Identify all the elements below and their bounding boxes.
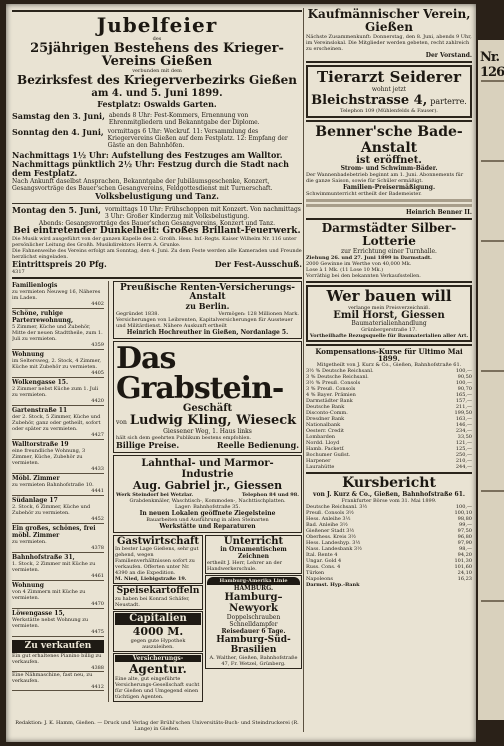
classified-ad <box>12 440 104 474</box>
table-cell-value: 100,— <box>455 368 472 374</box>
kursbericht-title: Kursbericht <box>342 475 436 491</box>
rule <box>12 10 302 12</box>
sunday-label: Sonntag den 4. Juni, <box>12 127 104 137</box>
capitalien-amount: 4000 M. <box>132 625 184 638</box>
grabstein-owner <box>116 413 299 428</box>
table-cell-value: 211,— <box>455 404 472 410</box>
lahntal-werk: Werk Steindorf bei Wetzlar. <box>116 492 194 498</box>
classified-ad <box>12 350 104 378</box>
sale-number: 4412 <box>91 684 104 690</box>
rule <box>306 472 472 474</box>
adjacent-page-edge <box>478 40 504 720</box>
classified-ad <box>12 496 104 524</box>
tierarzt-tel: Telephon 109 (Mühlenfelds & Fauser). <box>340 108 438 114</box>
sunday-text: vormittags 6 Uhr: Weckruf. 11: Versammlung des Kriegervereins Gießen auf dem Festplatz. 12: Empfang der Gäste an den Bahnhöfen. <box>107 128 288 149</box>
classified-ad <box>12 406 104 440</box>
unterricht-title: Unterricht <box>223 536 284 547</box>
classified-title: Schöne, ruhige Parterrewohnung, <box>12 310 74 324</box>
table-cell-value: 157,— <box>455 398 472 404</box>
rule <box>306 344 472 346</box>
adjacent-page-number: Nr. 126 <box>480 50 504 80</box>
classified-ad <box>12 281 104 309</box>
table-cell-value: 244,— <box>455 464 472 470</box>
table-cell-name: Russ. Cons. 4 <box>306 564 341 570</box>
table-cell-value: 101,60 <box>454 564 472 570</box>
tierarzt-wohnt: wohnt jetzt <box>371 86 407 93</box>
classified-number: 4427 <box>91 432 104 438</box>
unterricht-text: ertheilt J. Herr, Lehrer an der Handwerkerschule. <box>207 560 283 572</box>
benner-eroeffnet: ist eröffnet. <box>356 155 422 166</box>
table-cell-name: Ungar. Gold 4 <box>306 558 342 564</box>
kompensation-table <box>306 368 472 470</box>
sub-rule <box>108 281 109 702</box>
agentur-line1: Versicherungs- <box>115 655 201 662</box>
bottom-ads-left <box>113 535 203 702</box>
table-cell-value: 96,80 <box>457 534 472 540</box>
grabstein-title: Das Grabstein- <box>116 341 284 406</box>
table-cell-value: 100,10 <box>454 510 472 516</box>
classified-number: 4461 <box>91 573 104 579</box>
kursbericht-sub: von J. Kurz & Co., Gießen, Bahnhofstraße 61. <box>313 491 465 498</box>
classified-text: 1. Stock, 2 Zimmer mit Küche zu vermieten. <box>12 561 96 573</box>
sale-text: Eine Nähmaschine, fast neu, zu verkaufen. <box>12 672 93 684</box>
classified-title: Ein großes, schönes, frei möbl. Zimmer <box>12 525 96 539</box>
tierarzt-title: Tierarzt Seiderer <box>316 68 462 86</box>
zu-verkaufen-banner: Zu verkaufen <box>12 640 104 653</box>
table-cell-value: 100,— <box>455 380 472 386</box>
benner-by: Heinrich Benner II. <box>405 209 472 216</box>
classified-ad <box>12 581 104 609</box>
imprint: Redaktion: J. K. Hamm, Gießen. — Druck und Verlag der Brühl'schen Universitäts-Buch- und Steindruckerei (R. Lange) in Gießen. <box>15 720 299 732</box>
bottom-ads <box>113 535 302 702</box>
preuss-founded: Gegründet 1838. <box>116 311 160 317</box>
classified-ad <box>12 474 104 496</box>
grabstein-von: von <box>116 419 127 426</box>
table-cell-name: Laurahütte <box>306 464 335 470</box>
classified-list <box>12 281 104 637</box>
table-cell-name: Oberhess. Kreis 3½ <box>306 534 357 540</box>
agentur-text: Eine alte, gut eingeführte Versicherungs-Gesellschaft sucht für Gießen und Umgegend einen tüchtigen Agenten. <box>115 676 200 700</box>
hamburg-route2: Hamburg-Süd-Brasilien <box>216 635 291 655</box>
silber-lose: Lose à 1 Mk. (11 Lose 10 Mk.) <box>306 267 384 273</box>
jubilee-title: Jubelfeier <box>96 13 218 37</box>
classified-text: im Seltersweg, 2. Stock, 4 Zimmer, Küche mit Zubehör zu vermieten. <box>12 358 101 370</box>
agentur-title: Agentur. <box>129 662 187 676</box>
lahntal-lager: Lager: Bahnhofstraße 35. <box>174 504 241 510</box>
hamburg-line1: Hamburg-Amerika Linie <box>207 577 300 585</box>
table-cell-value: 90,50 <box>457 374 472 380</box>
table-row <box>306 464 472 470</box>
grabstein-text: hält sich dem geehrten Publikum bestens empfohlen. <box>116 435 252 441</box>
hamburg-dampf: Doppelschrauben Schnelldampfer <box>226 614 281 628</box>
jubilee-eintritt: Eintrittspreis 20 Pfg. <box>12 259 107 269</box>
classified-ad <box>12 553 104 581</box>
lahntal-title: Lahnthal- und Marmor-Industrie <box>141 458 274 480</box>
werbauen-ad <box>306 285 472 342</box>
tierarzt-addr-row <box>310 93 468 108</box>
werbauen-title: Wer bauen will <box>326 287 452 305</box>
table-cell-name: Darmstädter Bank <box>306 398 353 404</box>
classified-text: von 4 Zimmern mit Küche zu vermieten. <box>12 589 86 601</box>
table-cell-value: 94,20 <box>457 552 472 558</box>
rule <box>306 120 472 122</box>
grabstein-addr: Giessener Weg, 1. Haus links <box>163 428 252 435</box>
table-cell-name: Gießener Stadt 3½ <box>306 528 355 534</box>
rule <box>306 61 472 63</box>
jubilee-festplatz: Festplatz: Oswalds Garten. <box>97 99 217 109</box>
sale-list <box>12 653 104 691</box>
gastwirtschaft-by: M. Nied, Liebigstraße 19. <box>115 576 187 582</box>
kompensation-title: Kompensations-Kurse für Ultimo Mai 1899. <box>315 347 463 363</box>
classified-ad <box>12 309 104 350</box>
table-cell-name: Disconto-Comm. <box>306 410 348 416</box>
werbauen-extra: Vortheilhafte Bezugsquelle für Baumaterialien aller Art. <box>309 333 469 339</box>
sale-text: Ein gut erhaltenes Pianino billig zu verkaufen. <box>12 653 102 665</box>
preuss-city: zu Berlin. <box>185 301 230 311</box>
table-cell-name: Hess. Anleihe 3½ <box>306 516 351 522</box>
table-cell-name: Ital. Rente 4 <box>306 552 338 558</box>
kaufm-text: Nächste Zusammenkunft: Donnerstag, den 8. Juni, abends 9 Uhr, im Vereinslokal. Die Mitglieder werden gebeten, recht zahlreich zu erscheinen. <box>306 34 472 52</box>
silber-verkauf: Vorräthig bei den bekannten Verkaufsstellen. <box>306 273 421 279</box>
table-cell-name: Deutsche Reichsanl. 3½ <box>306 504 368 510</box>
lahntal-bau: Bauarbeiten und Ausführung in allen Steinarten <box>146 517 269 523</box>
classified-number: 4359 <box>91 342 104 348</box>
jubilee-nachm2: Nachmittags pünktlich 2½ Uhr: Festzug durch die Stadt nach dem Festplatz. <box>12 159 289 178</box>
gastwirtschaft-ad <box>113 535 203 584</box>
sale-number: 4388 <box>91 665 104 671</box>
table-cell-value: 234,— <box>455 428 472 434</box>
classified-text: eine freundliche Wohnung, 3 Zimmer, Küche, Zubehör zu vermieten. <box>12 448 86 466</box>
preuss-text: Versicherungen von Leibrenten, Kapitalversicherungen für Aussteuer und Militärdienst. Nähere Auskunft ertheilt <box>116 317 293 329</box>
jubilee-nachm1: Nachmittags 1½ Uhr: Aufstellung des Festzuges am Walltor. <box>12 150 283 160</box>
classified-text: zu vermieten Neuweg 16, Näheres im Laden. <box>12 289 101 301</box>
jubilee-fahne: Die Fahnenweihe des Vereins erfolgt am Sonntag, den 4. Juni. Zu dem Feste werden alle Kameraden und Freunde herzlichst eingeladen. <box>12 248 302 260</box>
silber-ziehung: Ziehung 26. und 27. Juni 1899 in Darmstadt. <box>306 255 432 261</box>
gastwirtschaft-title: Gastwirtschaft <box>117 536 199 547</box>
benner-sub: Strom- und Schwimm-Bäder. <box>340 165 438 172</box>
table-cell-value: 121,— <box>455 440 472 446</box>
lahntal-werkstaette: Werkstätte und Reparaturen <box>159 523 256 530</box>
classified-number: 4452 <box>91 516 104 522</box>
table-cell-name: Preuß. Consols 3½ <box>306 510 354 516</box>
table-cell-value: 97,90 <box>457 540 472 546</box>
table-cell-name: Nass. Landesbank 3½ <box>306 546 362 552</box>
classified-text: zu vermieten Bahnhofstraße 10. <box>12 482 94 488</box>
werbauen-addr: Grünbergerstraße 17. <box>361 327 417 333</box>
classified-ad <box>12 609 104 637</box>
tierarzt-addr: Bleichstrasse 4, <box>311 93 428 108</box>
classified-title: Wohnung <box>12 582 44 589</box>
table-cell-value: 99,— <box>459 522 472 528</box>
jubilee-feuerwerk: Bei eintretender Dunkelheit: Großes Brillant-Feuerwerk. <box>13 226 301 236</box>
display-ads-column <box>113 281 302 702</box>
kursbericht-table <box>306 504 472 582</box>
gastwirtschaft-text: In bester Lage Gießens, sehr gut gehend, wegen Familienverhältnissen sofort zu verkaufen. Offerten unter Nr. 4390 an die Expedition. <box>115 546 199 576</box>
table-cell-name: Napoleons <box>306 576 333 582</box>
benner-title: Benner'sche Bade-Anstalt <box>315 124 463 156</box>
table-cell-value: 97,50 <box>457 528 472 534</box>
preuss-agent: Heinrich Hochreuther in Gießen, Nordanlage 5. <box>126 329 289 336</box>
preuss-vermoegen: Vermögen: 128 Millionen Mark. <box>218 311 299 317</box>
kompensation-sub: Mitgetheilt von J. Kurz & Co., Gießen, Bahnhofstraße 61. <box>316 362 462 368</box>
classified-column <box>12 281 104 702</box>
table-cell-name: Hess. Landeshyp. 3½ <box>306 540 361 546</box>
table-cell-value: 125,— <box>455 446 472 452</box>
speise-text: zu haben bei Konrad Schäfer, Neustadt. <box>115 596 190 608</box>
unterricht-ad <box>205 535 302 574</box>
classified-number: 4475 <box>91 629 104 635</box>
grabstein-name: Ludwig Kling, Wieseck <box>129 413 297 428</box>
lahntal-ausstellung: In neuen Lokalen geöffnete Ziegelsteine <box>139 510 276 517</box>
capitalien-ad <box>113 611 203 652</box>
classified-title: Walltorstraße 19 <box>12 441 69 448</box>
table-cell-name: Bochumer Gußst. <box>306 452 351 458</box>
table-cell-name: 3½ % Preuß. Consols <box>306 380 361 386</box>
tierarzt-ad <box>306 65 472 118</box>
table-cell-name: Oesterr. Credit <box>306 428 344 434</box>
saturday-text: abends 8 Uhr: Fest-Kommers, Ernennung von Ehrenmitgliedern und Bekanntgabe der Diplome. <box>108 112 260 126</box>
table-cell-name: Nordd. Lloyd <box>306 440 340 446</box>
classified-title: Löwengasse 15, <box>12 610 65 617</box>
newspaper-page <box>6 4 476 742</box>
speise-title: Speisekartoffeln <box>116 586 200 596</box>
kursbericht-date: Frankfurter Börse vom 31. Mai 1899. <box>341 498 437 504</box>
sale-ad <box>12 653 104 672</box>
grabstein-geschaeft: Geschäft <box>182 403 233 414</box>
kaufm-title: Kaufmännischer Verein, Gießen <box>307 8 471 34</box>
classified-ad <box>12 524 104 553</box>
preuss-title: Preußische Renten-Versicherungs-Anstalt <box>119 283 296 302</box>
left-lower <box>12 281 302 702</box>
jubilee-number: 4317 <box>12 269 25 275</box>
monday-text: vormittags 10 Uhr: Frühschoppen mit Konzert. Von nachmittags 3 Uhr: Großer Kinderzug mit Volksbelustigung. <box>104 206 301 220</box>
werbauen-text: verlange mein Preisverzeichniß. <box>348 305 430 311</box>
table-cell-name: 3 % Preuß. Consols <box>306 386 356 392</box>
hamburg-route: Hamburg–Newyork <box>224 592 283 614</box>
monday-label: Montag den 5. Juni, <box>12 205 101 215</box>
table-cell-name: Deutsche Bank <box>306 404 345 410</box>
table-cell-name: Dresdner Bank <box>306 416 345 422</box>
classified-text: 5 Zimmer, Küche und Zubehör, Mitte der neuen Stadttheile, zum 1. Juli zu vermieten. <box>12 324 103 342</box>
classified-number: 4433 <box>91 466 104 472</box>
classified-number: 4420 <box>91 398 104 404</box>
hamburg-dauer: Reisedauer 6 Tage. <box>221 628 286 635</box>
classified-title: Möbl. Zimmer <box>12 475 60 482</box>
jubilee-musik: Die Musik wird ausgeführt von der ganzen Kapelle des 2. Großh. Hess. Inf.-Regts. Kaiser Wilhelm Nr. 116 unter persönlicher Leitung des Großh. Musikdirektors Herrn A. Grunke. <box>12 236 297 248</box>
table-cell-value: 98,80 <box>457 516 472 522</box>
grabstein-bottom <box>116 441 299 450</box>
table-cell-value: 163,— <box>455 416 472 422</box>
classified-title: Südanlage 17 <box>12 497 58 504</box>
agentur-ad <box>113 653 203 702</box>
lahntal-name: Aug. Gabriel jr., Giessen <box>132 479 283 492</box>
grabstein-bedienung: Reelle Bedienung. <box>216 440 299 450</box>
benner-schwimm: Schwimmunterricht ertheilt der Bademeister. <box>306 191 422 197</box>
classified-title: Familienlogis <box>12 282 58 289</box>
classified-text: 2 Zimmer nebst Küche zum 1. Juli zu vermieten. <box>12 386 99 398</box>
hamburg-agent: A. Walther, Gießen, Bahnhofstraße 47, Fr. Wetzel, Grünberg. <box>209 655 298 667</box>
table-cell-value: 16,23 <box>457 576 472 582</box>
rule <box>12 277 302 279</box>
table-cell-value: 24,10 <box>457 570 472 576</box>
capitalien-text: gegen gute Hypothek auszuleihen. <box>130 638 186 650</box>
classified-ad <box>12 378 104 406</box>
table-cell-value: 165,— <box>455 392 472 398</box>
table-cell-value: 210,— <box>455 458 472 464</box>
jubilee-abends: Abends: Gesangsvorträge des Bauer'schen Gesangvereins, Konzert und Tanz. <box>38 220 276 227</box>
jubilee-saturday <box>12 112 302 126</box>
classified-number: 4402 <box>91 301 104 307</box>
lahntal-ad <box>113 455 302 533</box>
hamburg-ad <box>205 575 302 669</box>
lahntal-items: Grabdenkmäler, Waschtisch-, Kommoden-, Nachttischplatten. <box>129 498 286 504</box>
jubilee-ankunft: Nach Ankunft daselbst Ansprachen, Bekanntgabe der Jubiläumsgeschenke, Konzert, Gesangsvorträge des Bauer'schen Gesangvereins, Feldgottesdienst mit Turnerschaft. <box>12 178 273 192</box>
grabstein-preise: Billige Preise. <box>116 440 180 450</box>
jubilee-sunday <box>12 128 302 149</box>
table-cell-value: 100,— <box>455 504 472 510</box>
preussische-ad <box>113 281 302 339</box>
werbauen-sub: Baumaterialienhandlung <box>351 320 427 327</box>
table-cell-name: Lombarden <box>306 434 336 440</box>
jubilee-volksbel: Volksbelustigung und Tanz. <box>95 191 219 201</box>
werbauen-name: Emil Horst, Giessen <box>333 310 445 321</box>
capitalien-title: Capitalien <box>115 613 201 625</box>
table-cell-name: Hamb. Packetf. <box>306 446 345 452</box>
silber-gewinne: 2000 Gewinne im Werthe von 40,000 Mk. <box>306 261 412 267</box>
silber-title: Darmstädter Silber-Lotterie <box>321 221 457 248</box>
left-column <box>12 8 302 732</box>
silber-sub: zur Errichtung einer Turnhalle. <box>341 248 437 255</box>
rule <box>306 281 472 283</box>
classified-number: 4405 <box>91 370 104 376</box>
jubilee-dates: am 4. und 5. Juni 1899. <box>91 88 223 99</box>
classified-text: 2. Stock, 6 Zimmer, Küche und Zubehör zu vermieten. <box>12 504 91 516</box>
table-cell-value: 199,50 <box>454 410 472 416</box>
lahntal-telephon: Telephon 84 und 98. <box>241 492 299 498</box>
table-cell-value: 33,50 <box>457 434 472 440</box>
classified-title: Gartenstraße 11 <box>12 407 68 414</box>
classified-text: der 2. Stock, 5 Zimmer, Küche und Zubehör, ganz oder getheilt, sofort oder später zu vermieten. <box>12 414 101 432</box>
classified-number: 4441 <box>91 488 104 494</box>
jubilee-bezirk: Bezirksfest des Kriegerverbezirks Gießen <box>17 73 297 87</box>
jubilee-verbunden: verbunden mit dem <box>132 68 182 74</box>
classified-text: zu vermieten. <box>12 539 47 545</box>
rule <box>12 203 302 204</box>
jubilee-name: 25jährigen Bestehens des Krieger-Vereins Gießen <box>30 41 284 69</box>
table-cell-value: 101,30 <box>454 558 472 564</box>
right-column <box>306 8 472 732</box>
rule <box>306 218 472 220</box>
grabstein-ad <box>113 341 302 453</box>
jubilee-footer <box>12 260 302 269</box>
kaufm-by: Der Vorstand. <box>425 52 472 59</box>
table-cell-value: 90,70 <box>457 386 472 392</box>
speisekartoffeln-ad <box>113 585 203 610</box>
table-cell-name: Türken <box>306 570 325 576</box>
table-cell-name: 3 % Deutsche Reichsanl. <box>306 374 369 380</box>
classified-title: Wolkengasse 15. <box>12 379 69 386</box>
unterricht-sub: in Ornamentischem Zeichnen <box>220 546 287 560</box>
table-cell-name: Harpener <box>306 458 331 464</box>
tierarzt-floor: parterre. <box>430 97 467 106</box>
column-rule <box>303 8 304 732</box>
bottom-ads-right <box>205 535 302 702</box>
table-cell-value: 98,— <box>459 546 472 552</box>
kursbericht-by: Darmst. Hyp.-Bank <box>306 582 360 588</box>
classified-title: Bahnhofstraße 31, <box>12 554 75 561</box>
jubilee-ausschuss: Der Fest-Ausschuß. <box>214 259 302 269</box>
jubilee-monday <box>12 206 302 220</box>
saturday-label: Samstag den 3. Juni, <box>12 111 105 121</box>
table-cell-value: 250,— <box>455 452 472 458</box>
hamburg-city: HAMBURG. <box>233 585 274 592</box>
classified-number: 4378 <box>91 545 104 551</box>
table-cell-name: Nationalbank <box>306 422 341 428</box>
table-cell-name: 3½ % Deutsche Reichsanl. <box>306 368 374 374</box>
benner-familien: Familien-Preisermäßigung. <box>342 184 436 191</box>
table-cell-value: 146,— <box>455 422 472 428</box>
sale-ad <box>12 672 104 691</box>
benner-text: Der Wannenbadebetrieb beginnt am 1. Juni. Abonnements für die ganze Saison, sowie für Schüler ermäßigt. <box>306 172 464 184</box>
classified-number: 4470 <box>91 601 104 607</box>
classified-text: Werkstätte nebst Wohnung zu vermieten. <box>12 617 89 629</box>
classified-title: Wohnung <box>12 351 44 358</box>
jubilee-des: des <box>152 36 162 42</box>
table-cell-name: Bad. Anleihe 3½ <box>306 522 348 528</box>
table-cell-name: 4 % Bayer. Prämien <box>306 392 356 398</box>
